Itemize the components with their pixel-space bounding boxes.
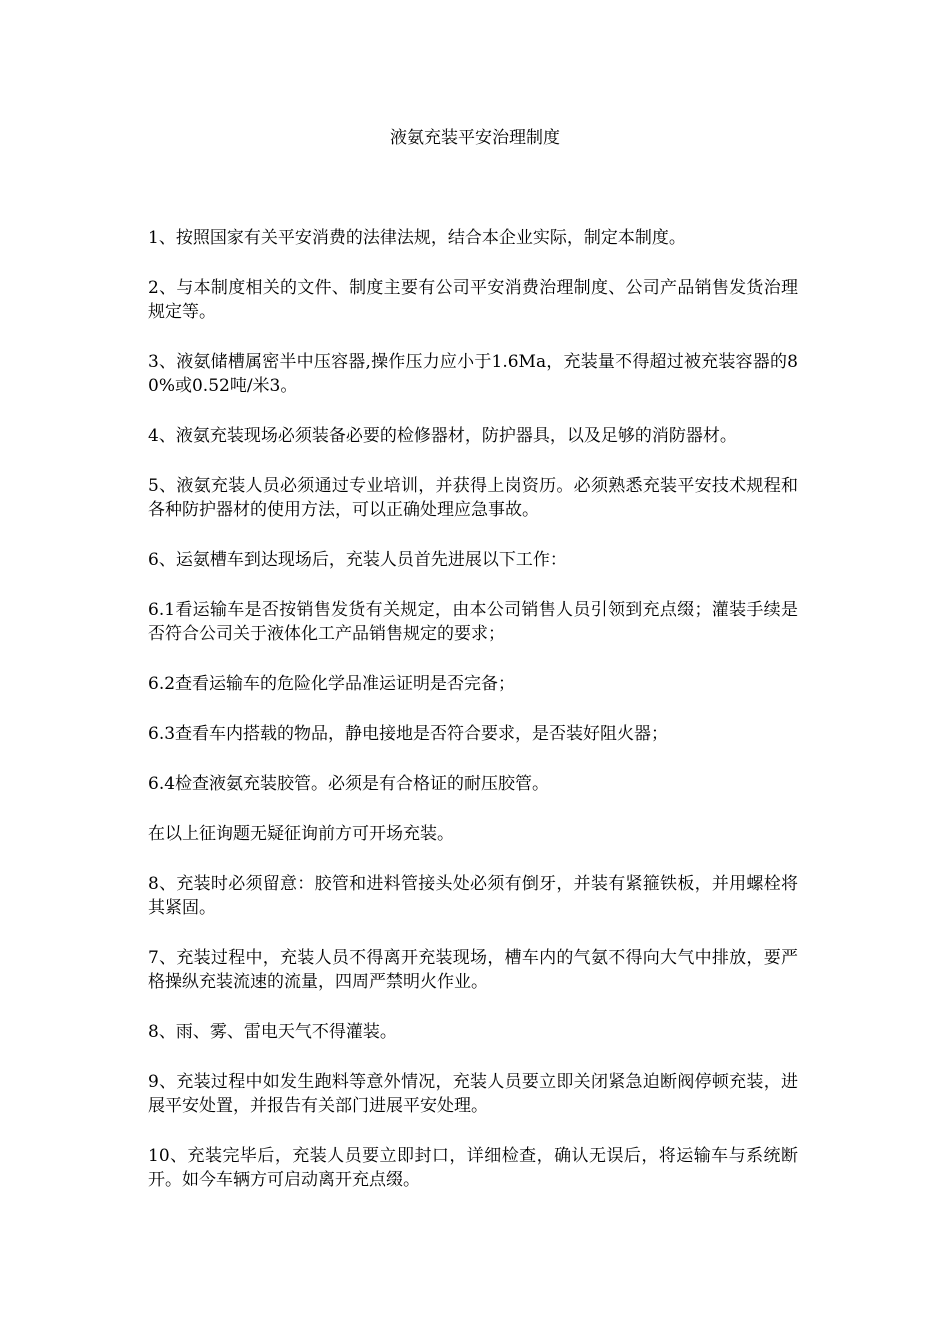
paragraph-6-4: 6.4检查液氨充装胶管。必须是有合格证的耐压胶管。 xyxy=(148,774,550,794)
paragraph-6-3: 6.3查看车内搭载的物品，静电接地是否符合要求，是否装好阻火器； xyxy=(148,724,669,744)
paragraph-5: 5、液氨充装人员必须通过专业培训，并获得上岗资历。必须熟悉充装平安技术规程和各种防护器材的使用方法，可以正确处理应急事故。 xyxy=(148,476,798,520)
paragraph-6-2: 6.2查看运输车的危险化学品准运证明是否完备； xyxy=(148,674,516,694)
paragraph-precondition: 在以上征询题无疑征询前方可开场充装。 xyxy=(148,824,454,844)
paragraph-3: 3、液氨储槽属密半中压容器,操作压力应小于1.6Ma，充装量不得超过被充装容器的80%或0.52吨/米3。 xyxy=(148,352,798,396)
paragraph-10: 10、充装完毕后，充装人员要立即封口，详细检查，确认无误后，将运输车与系统断开。如今车辆方可启动离开充点缀。 xyxy=(148,1146,798,1190)
paragraph-8a: 8、充装时必须留意：胶管和进料管接头处必须有倒牙，并装有紧箍铁板，并用螺栓将其紧固。 xyxy=(148,874,798,918)
document-body xyxy=(148,226,798,1218)
paragraph-8b: 8、雨、雾、雷电天气不得灌装。 xyxy=(148,1022,397,1042)
paragraph-7: 7、充装过程中，充装人员不得离开充装现场，槽车内的气氨不得向大气中排放，要严格操纵充装流速的流量，四周严禁明火作业。 xyxy=(148,948,798,992)
paragraph-9: 9、充装过程中如发生跑料等意外情况，充装人员要立即关闭紧急迫断阀停顿充装，进展平安处置，并报告有关部门进展平安处理。 xyxy=(148,1072,798,1116)
paragraph-6-1: 6.1看运输车是否按销售发货有关规定，由本公司销售人员引领到充点缀；灌装手续是否符合公司关于液体化工产品销售规定的要求； xyxy=(148,600,798,644)
paragraph-2: 2、与本制度相关的文件、制度主要有公司平安消费治理制度、公司产品销售发货治理规定等。 xyxy=(148,278,798,322)
paragraph-6: 6、运氨槽车到达现场后，充装人员首先进展以下工作： xyxy=(148,550,567,570)
paragraph-4: 4、液氨充装现场必须装备必要的检修器材，防护器具，以及足够的消防器材。 xyxy=(148,426,737,446)
paragraph-1: 1、按照国家有关平安消费的法律法规，结合本企业实际，制定本制度。 xyxy=(148,228,686,248)
document-title: 液氨充装平安治理制度 xyxy=(390,128,560,148)
